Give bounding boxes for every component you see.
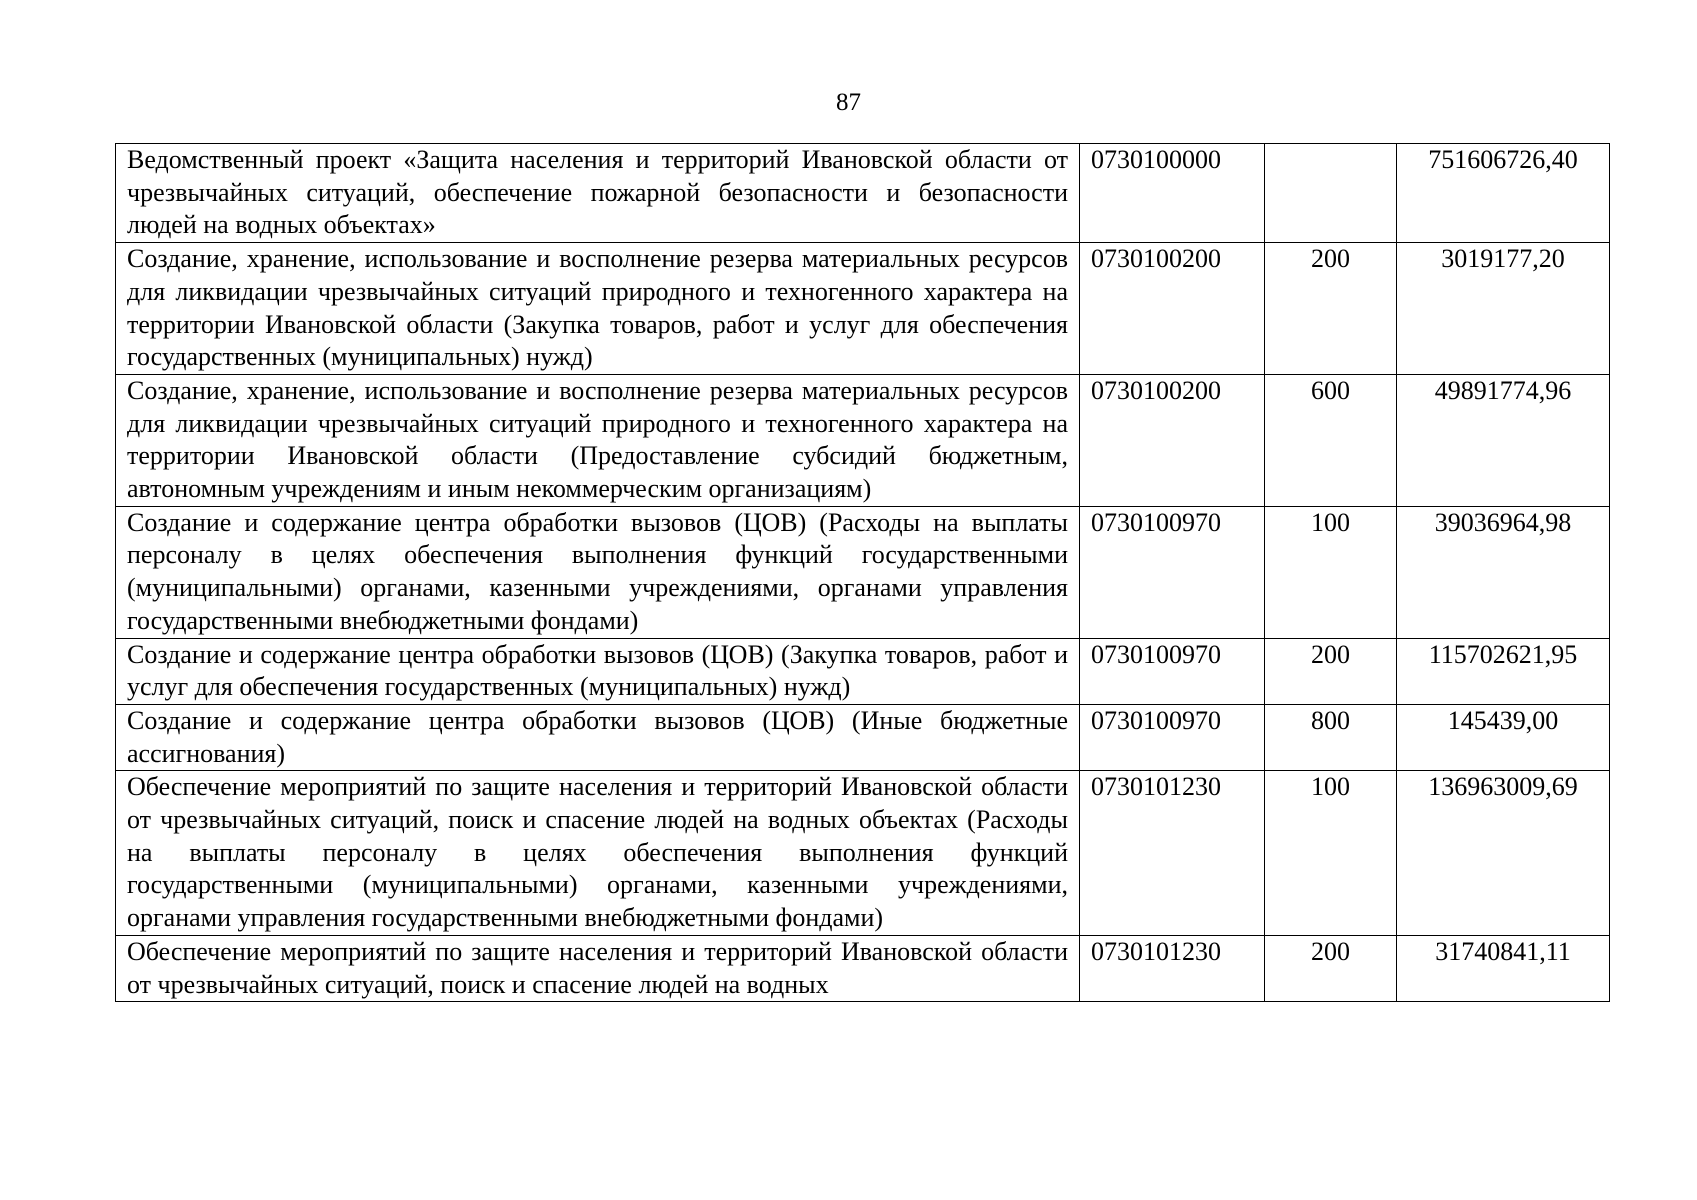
budget-table	[115, 143, 1610, 1002]
row-sum-cell: 3019177,20	[1397, 243, 1610, 375]
row-name-cell: Ведомственный проект «Защита населения и территорий Ивановской области от чрезвычайных ситуаций, обеспечение пожарной безопасности и безопасности людей на водных объектах»	[116, 144, 1080, 243]
row-type-cell: 200	[1265, 638, 1397, 704]
row-code-cell: 0730100970	[1080, 638, 1265, 704]
row-code-cell: 0730100970	[1080, 704, 1265, 770]
row-sum-cell: 31740841,11	[1397, 935, 1610, 1001]
table-row	[116, 144, 1610, 243]
table-row	[116, 243, 1610, 375]
row-sum-cell: 39036964,98	[1397, 506, 1610, 638]
row-sum-cell: 115702621,95	[1397, 638, 1610, 704]
row-code-cell: 0730101230	[1080, 935, 1265, 1001]
row-type-cell: 200	[1265, 243, 1397, 375]
row-type-cell: 100	[1265, 771, 1397, 936]
table-row	[116, 506, 1610, 638]
row-type-cell: 100	[1265, 506, 1397, 638]
row-code-cell: 0730101230	[1080, 771, 1265, 936]
row-type-cell: 200	[1265, 935, 1397, 1001]
row-name-cell: Создание, хранение, использование и восполнение резерва материальных ресурсов для ликвидации чрезвычайных ситуаций природного и техногенного характера на территории Ивановской области (Закупка товаров, работ и услуг для обеспечения государственных (муниципальных) нужд)	[116, 243, 1080, 375]
table-row	[116, 704, 1610, 770]
row-code-cell: 0730100970	[1080, 506, 1265, 638]
row-name-cell: Обеспечение мероприятий по защите населения и территорий Ивановской области от чрезвычайных ситуаций, поиск и спасение людей на водных объектах (Расходы на выплаты персоналу в целях обеспечения выполнения функций государственными (муниципальными) органами, казенными учреждениями, органами управления государственными внебюджетными фондами)	[116, 771, 1080, 936]
row-code-cell: 0730100000	[1080, 144, 1265, 243]
table-row	[116, 374, 1610, 506]
row-type-cell	[1265, 144, 1397, 243]
row-code-cell: 0730100200	[1080, 374, 1265, 506]
row-sum-cell: 49891774,96	[1397, 374, 1610, 506]
row-type-cell: 800	[1265, 704, 1397, 770]
row-name-cell: Создание и содержание центра обработки вызовов (ЦОВ) (Иные бюджетные ассигнования)	[116, 704, 1080, 770]
row-sum-cell: 145439,00	[1397, 704, 1610, 770]
row-sum-cell: 751606726,40	[1397, 144, 1610, 243]
row-name-cell: Создание и содержание центра обработки вызовов (ЦОВ) (Расходы на выплаты персоналу в целях обеспечения выполнения функций государственными (муниципальными) органами, казенными учреждениями, органами управления государственными внебюджетными фондами)	[116, 506, 1080, 638]
table-row	[116, 771, 1610, 936]
table-row	[116, 638, 1610, 704]
table-row	[116, 935, 1610, 1001]
row-sum-cell: 136963009,69	[1397, 771, 1610, 936]
row-name-cell: Создание, хранение, использование и восполнение резерва материальных ресурсов для ликвидации чрезвычайных ситуаций природного и техногенного характера на территории Ивановской области (Предоставление субсидий бюджетным, автономным учреждениям и иным некоммерческим организациям)	[116, 374, 1080, 506]
row-name-cell: Создание и содержание центра обработки вызовов (ЦОВ) (Закупка товаров, работ и услуг для обеспечения государственных (муниципальных) нужд)	[116, 638, 1080, 704]
page-number: 87	[836, 89, 861, 116]
row-code-cell: 0730100200	[1080, 243, 1265, 375]
row-name-cell: Обеспечение мероприятий по защите населения и территорий Ивановской области от чрезвычайных ситуаций, поиск и спасение людей на водных	[116, 935, 1080, 1001]
row-type-cell: 600	[1265, 374, 1397, 506]
